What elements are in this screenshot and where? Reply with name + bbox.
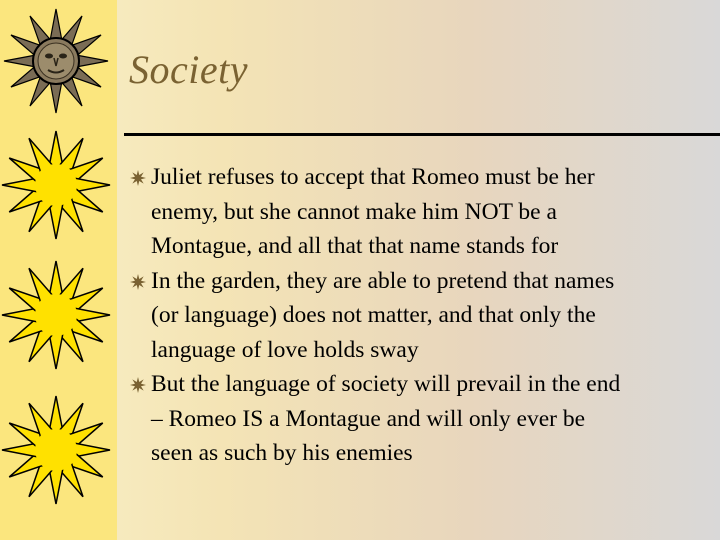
bullet-line: Montague, and all that that name stands for bbox=[151, 233, 559, 259]
sunburst-icon bbox=[0, 390, 112, 510]
bullet-line: language of love holds sway bbox=[151, 336, 419, 363]
bullet-line: Juliet refuses to accept that Romeo must be her bbox=[151, 164, 595, 190]
bullet-item bbox=[130, 264, 715, 368]
bullet-list bbox=[130, 160, 715, 471]
title-divider bbox=[124, 133, 720, 136]
sun-face-icon bbox=[0, 5, 112, 117]
bullet-line: seen as such by his enemies bbox=[151, 440, 413, 466]
bullet-line: (or language) does not matter, and that only the bbox=[151, 302, 596, 328]
star-bullet-icon bbox=[130, 274, 146, 290]
star-bullet-icon bbox=[130, 170, 146, 186]
slide-title: Society bbox=[129, 47, 248, 92]
bullet-item bbox=[130, 367, 715, 471]
bullet-line: But the language of society will prevail in the end bbox=[151, 371, 621, 397]
sunburst-icon bbox=[0, 125, 112, 245]
bullet-line: – Romeo IS a Montague and will only ever be bbox=[151, 405, 586, 432]
bullet-item bbox=[130, 160, 715, 264]
bullet-line: In the garden, they are able to pretend that names bbox=[151, 267, 615, 294]
star-bullet-icon bbox=[130, 377, 146, 393]
bullet-line: enemy, but she cannot make him NOT be a bbox=[151, 198, 557, 225]
sunburst-icon bbox=[0, 255, 112, 375]
